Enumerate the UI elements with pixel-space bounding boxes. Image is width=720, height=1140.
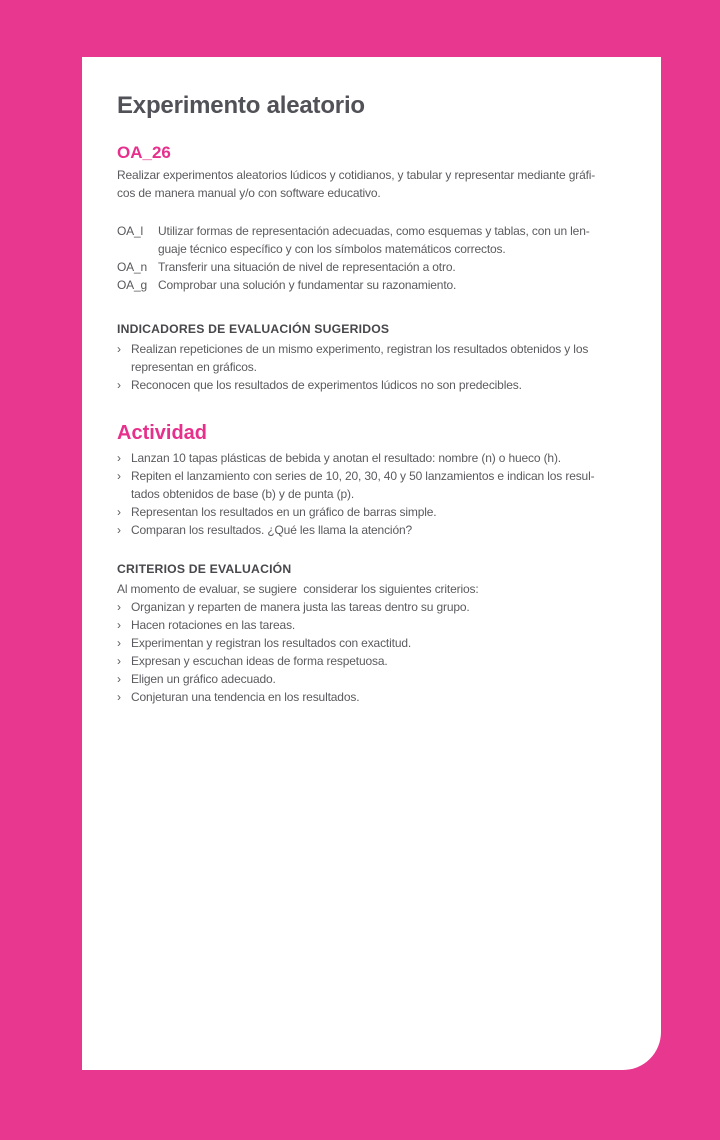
activity-heading: Actividad (117, 422, 208, 444)
text-line: Repiten el lanzamiento con series de 10, 20, 30, 40 y 50 lanzamientos e indican los resul- (131, 469, 595, 483)
list-item-text (131, 521, 647, 539)
bullet-chevron-icon: › (117, 600, 121, 614)
list-item-text (131, 616, 647, 634)
list-item (117, 688, 647, 706)
list-item (117, 376, 647, 394)
text-line: Expresan y escuchan ideas de forma respetuosa. (131, 654, 388, 668)
oa26-code-heading: OA_26 (117, 143, 171, 162)
text-line: Organizan y reparten de manera justa las tareas dentro su grupo. (131, 600, 470, 614)
list-item-text (131, 340, 647, 376)
text-line: Comparan los resultados. ¿Qué les llama la atención? (131, 523, 413, 537)
indicators-heading: INDICADORES DE EVALUACIÓN SUGERIDOS (117, 322, 390, 336)
bullet-chevron-icon: › (117, 672, 121, 686)
text-line: tados obtenidos de base (b) y de punta (p). (131, 487, 355, 501)
bullet-chevron-icon: › (117, 636, 121, 650)
text-line: Utilizar formas de representación adecuadas, como esquemas y tablas, con un len- (158, 224, 590, 238)
bullet-chevron-icon: › (117, 378, 121, 392)
indicators-section (117, 320, 647, 394)
list-item-text (131, 503, 647, 521)
bullet-chevron-icon: › (117, 342, 121, 356)
bullet-chevron-icon: › (117, 505, 121, 519)
bullet-chevron-icon: › (117, 654, 121, 668)
criteria-section (117, 560, 647, 706)
bullet-chevron-icon: › (117, 469, 121, 483)
oa-skill-description (158, 258, 647, 276)
text-line: guaje técnico específico y con los símbolos matemáticos correctos. (158, 242, 506, 256)
text-line: Lanzan 10 tapas plásticas de bebida y anotan el resultado: nombre (n) o hueco (h). (131, 451, 561, 465)
bullet-chevron-icon: › (117, 618, 121, 632)
list-item (117, 634, 647, 652)
oa-skill-row (117, 258, 647, 276)
criteria-intro: Al momento de evaluar, se sugiere considerar los siguientes criterios: (117, 582, 479, 596)
text-line: Realizan repeticiones de un mismo experimento, registran los resultados obtenidos y los (131, 342, 589, 356)
list-item-text (131, 376, 647, 394)
list-item (117, 521, 647, 539)
criteria-heading: CRITERIOS DE EVALUACIÓN (117, 562, 292, 576)
oa-skill-row (117, 222, 647, 258)
text-line: Comprobar una solución y fundamentar su razonamiento. (158, 278, 457, 292)
oa-skill-description (158, 276, 647, 294)
oa-skills-list (117, 222, 647, 294)
oa-skill-code: OA_l (117, 224, 144, 238)
list-item (117, 340, 647, 376)
list-item-text (131, 634, 647, 652)
bullet-chevron-icon: › (117, 690, 121, 704)
oa-skill-code: OA_n (117, 260, 148, 274)
list-item (117, 467, 647, 503)
list-item-text (131, 652, 647, 670)
list-item-text (131, 467, 647, 503)
bullet-chevron-icon: › (117, 451, 121, 465)
activity-list (117, 449, 647, 539)
indicators-list (117, 340, 647, 394)
activity-section (117, 421, 647, 539)
text-line: Representan los resultados en un gráfico de barras simple. (131, 505, 437, 519)
list-item-text (131, 670, 647, 688)
criteria-list (117, 598, 647, 706)
text-line: Hacen rotaciones en las tareas. (131, 618, 296, 632)
oa-skill-row (117, 276, 647, 294)
page-title: Experimento aleatorio (117, 92, 365, 119)
text-line: Conjeturan una tendencia en los resultados. (131, 690, 360, 704)
list-item-text (131, 688, 647, 706)
oa-skill-description (158, 222, 647, 258)
text-line: Eligen un gráfico adecuado. (131, 672, 276, 686)
list-item-text (131, 449, 647, 467)
text-line: cos de manera manual y/o con software educativo. (117, 186, 381, 200)
oa26-description (117, 166, 647, 202)
list-item-text (131, 598, 647, 616)
oa26-section (117, 143, 647, 294)
text-line: Experimentan y registran los resultados con exactitud. (131, 636, 412, 650)
list-item (117, 616, 647, 634)
list-item (117, 503, 647, 521)
list-item (117, 449, 647, 467)
list-item (117, 598, 647, 616)
list-item (117, 652, 647, 670)
oa-skill-code: OA_g (117, 278, 148, 292)
list-item (117, 670, 647, 688)
text-line: Reconocen que los resultados de experimentos lúdicos no son predecibles. (131, 378, 522, 392)
text-line: Realizar experimentos aleatorios lúdicos y cotidianos, y tabular y representar mediante gráfi- (117, 168, 596, 182)
bullet-chevron-icon: › (117, 523, 121, 537)
text-line: representan en gráficos. (131, 360, 257, 374)
text-line: Transferir una situación de nivel de representación a otro. (158, 260, 456, 274)
content-card (82, 57, 661, 1070)
